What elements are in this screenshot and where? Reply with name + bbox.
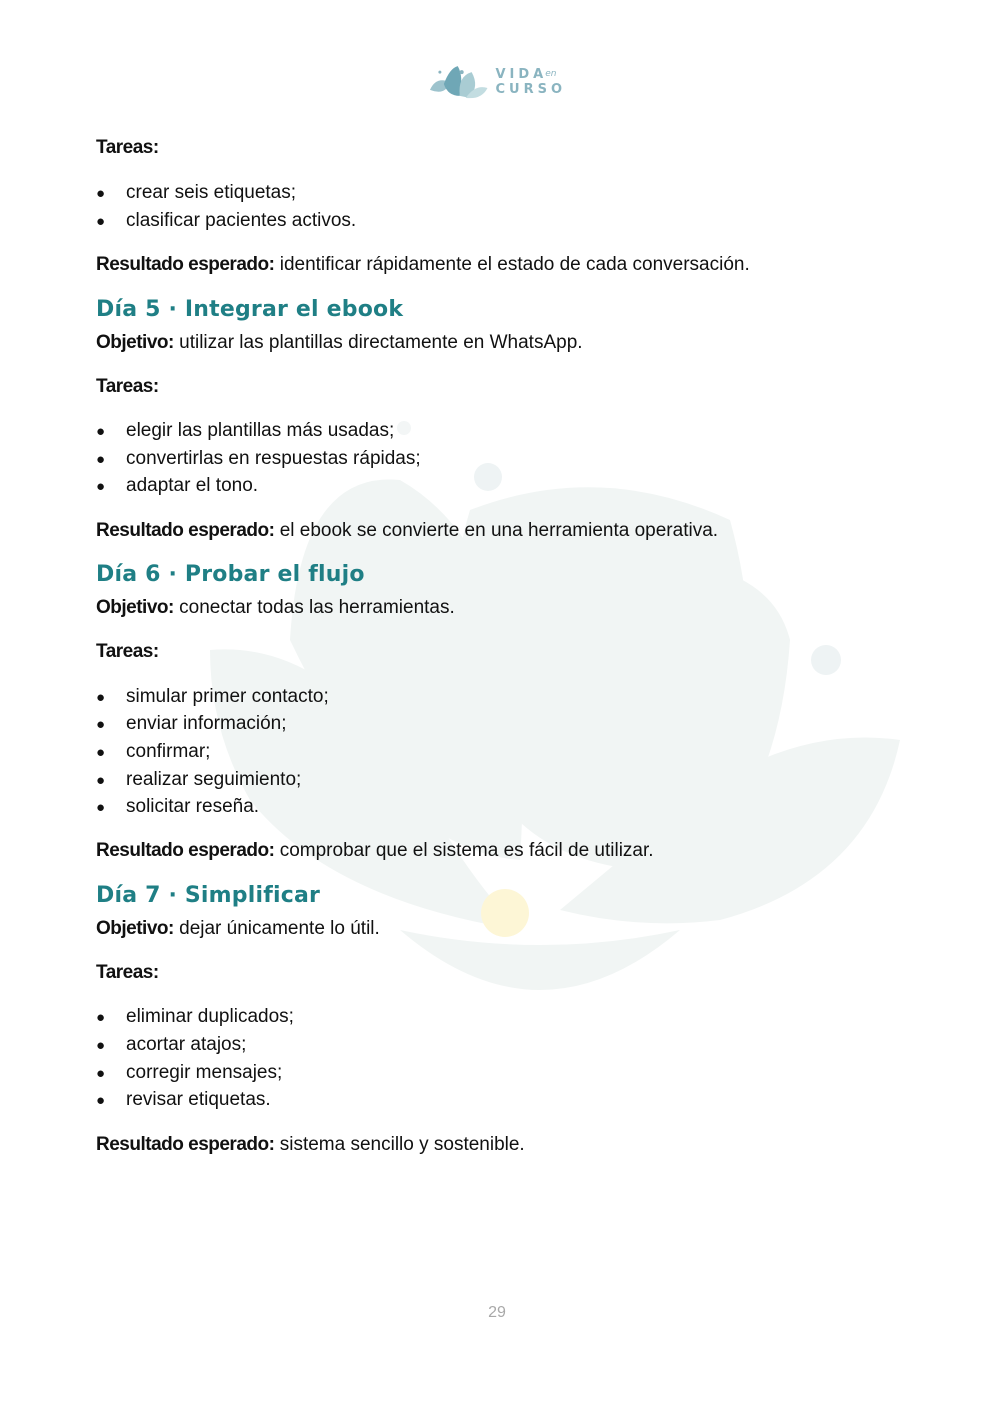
logo-wordmark-line1: $VIDA^{en}$	[495, 67, 557, 82]
list-item: ● revisar etiquetas.	[96, 1089, 271, 1110]
list-item: ● solicitar reseña.	[96, 796, 260, 817]
tareas-label: Tareas:	[96, 641, 159, 662]
tareas-label: Tareas:	[96, 962, 159, 983]
list-item: ● realizar seguimiento;	[96, 769, 302, 790]
list-item: ● convertirlas en respuestas rápidas;	[96, 448, 421, 469]
page-number: 29	[488, 1304, 506, 1321]
list-item: ● corregir mensajes;	[96, 1062, 283, 1083]
list-item: ● crear seis etiquetas;	[96, 182, 297, 203]
list-item: ● eliminar duplicados;	[96, 1006, 294, 1027]
section-heading-dia6: Día 6 · Probar el flujo	[96, 562, 365, 587]
list-item: ● simular primer contacto;	[96, 686, 329, 707]
section-heading-dia5: Día 5 · Integrar el ebook	[96, 297, 404, 322]
resultado-line: Resultado esperado: el ebook se convierte en una herramienta operativa.	[96, 520, 719, 541]
section-heading-dia7: Día 7 · Simplificar	[96, 883, 321, 908]
list-item: ● confirmar;	[96, 741, 211, 762]
objetivo-line: Objetivo: utilizar las plantillas directamente en WhatsApp.	[96, 332, 583, 353]
list-item: ● acortar atajos;	[96, 1034, 247, 1055]
list-item: ● clasificar pacientes activos.	[96, 210, 357, 231]
logo-wordmark-line2: CURSO	[495, 82, 566, 97]
tareas-label: Tareas:	[96, 137, 159, 158]
tareas-label: Tareas:	[96, 376, 159, 397]
objetivo-line: Objetivo: conectar todas las herramientas.	[96, 597, 455, 618]
resultado-line: Resultado esperado: identificar rápidamente el estado de cada conversación.	[96, 254, 750, 275]
resultado-line: Resultado esperado: sistema sencillo y sostenible.	[96, 1134, 525, 1155]
list-item: ● adaptar el tono.	[96, 475, 259, 496]
resultado-line: Resultado esperado: comprobar que el sistema es fácil de utilizar.	[96, 840, 654, 861]
lotus-logo-icon	[426, 62, 489, 102]
list-item: ● enviar información;	[96, 713, 287, 734]
list-item: ● elegir las plantillas más usadas;	[96, 420, 395, 441]
header-logo	[426, 60, 566, 104]
objetivo-line: Objetivo: dejar únicamente lo útil.	[96, 918, 380, 939]
